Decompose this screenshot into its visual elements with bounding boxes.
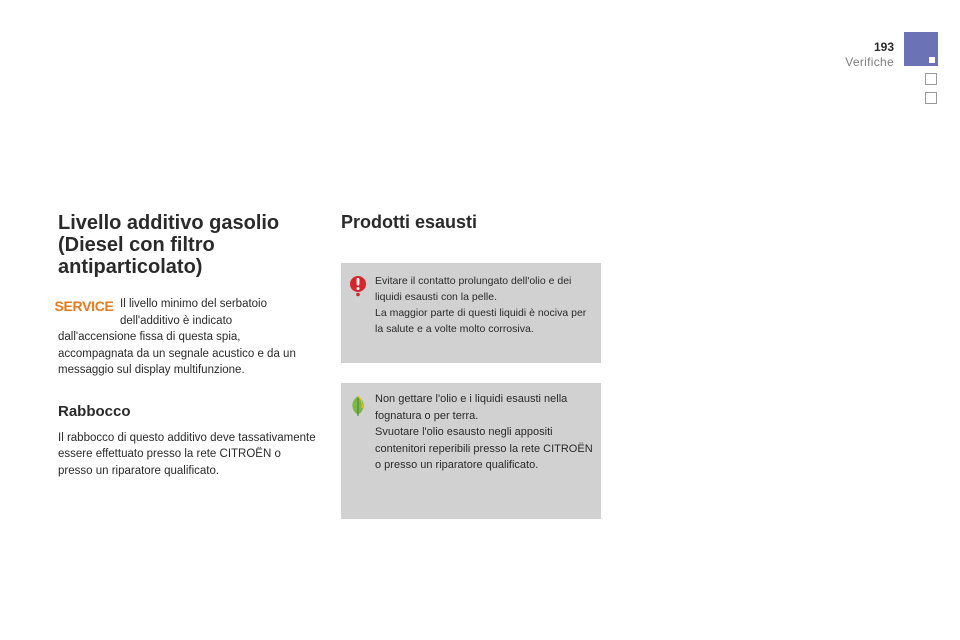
page-number: 193 [873, 40, 894, 54]
tab-marker-icon [929, 57, 935, 63]
service-icon-label: SERVICE [54, 298, 114, 314]
subsection-title: Rabbocco [58, 402, 131, 420]
warning-text-1: Evitare il contatto prolungato dell'olio e dei liquidi esausti con la pelle. [375, 275, 572, 303]
section-tab-active [904, 32, 938, 66]
eco-text-2: Svuotare l'olio esausto negli appositi contenitori reperibili presso la rete CITROËN o presso un riparatore qualificato. [375, 426, 593, 471]
eco-box [341, 383, 601, 519]
right-column [341, 212, 603, 233]
service-text-line1: Il livello minimo del serbatoio [120, 298, 268, 310]
section-title: Livello additivo gasolio (Diesel con filtro antiparticolato) [58, 212, 280, 278]
eco-box-text [375, 391, 593, 474]
leaf-eco-icon [349, 395, 367, 417]
warning-box-text [375, 273, 593, 337]
eco-text-1: Non gettare l'olio e i liquidi esausti nella fognatura o per terra. [375, 393, 568, 422]
warning-text-2: La maggior parte di questi liquidi è nociva per la salute e a volte molto corrosiva. [375, 307, 587, 335]
section-tab-box [925, 92, 937, 104]
warning-box [341, 263, 601, 363]
service-text-line2: dell'additivo è indicato [120, 314, 233, 327]
exclamation-warning-icon [349, 275, 367, 297]
service-warning-icon [54, 298, 114, 314]
service-paragraph [54, 296, 318, 379]
left-column [54, 212, 318, 479]
section-tab-box [925, 73, 937, 85]
section-name: Verifiche [845, 55, 894, 69]
section-title-right: Prodotti esausti [341, 212, 478, 232]
rabbocco-text: Il rabbocco di questo additivo deve tassativamente essere effettuato presso la rete CITROËN o presso un riparatore qualificato. [58, 431, 316, 477]
service-text-rest: dall'accensione fissa di questa spia, accompagnata da un segnale acustico e da un messaggio sul display multifunzione. [58, 331, 296, 376]
